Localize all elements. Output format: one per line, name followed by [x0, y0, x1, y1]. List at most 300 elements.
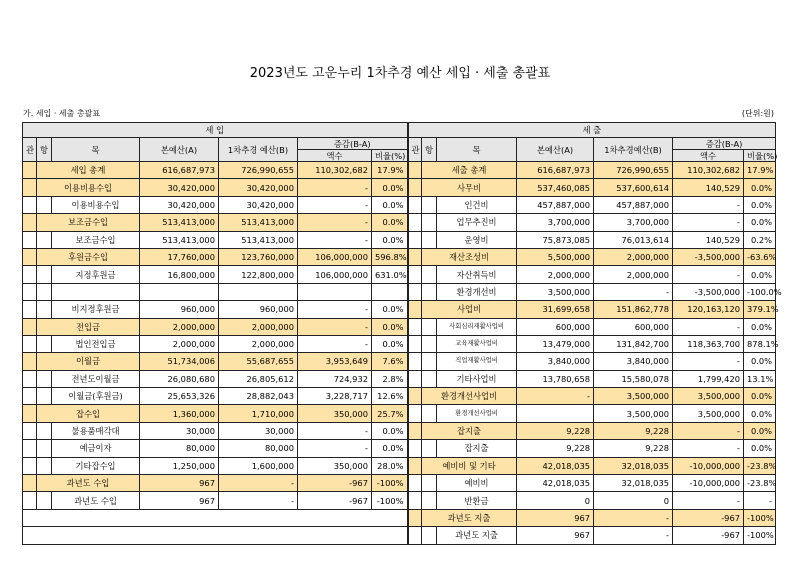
income-item-label: 보조금수입: [37, 214, 140, 231]
expense-rate-value: 0.0%: [744, 388, 776, 405]
table-row: [23, 370, 776, 387]
expense-indent-cell: [422, 475, 437, 492]
expense-indent-cell: [408, 492, 422, 509]
expense-supp-value: 537,600,614: [594, 179, 673, 196]
income-supp-value: 513,413,000: [219, 214, 298, 231]
income-item-label: 기타잡수입: [52, 457, 140, 474]
income-gwan-header: 관: [23, 138, 37, 162]
expense-indent-cell: [408, 248, 422, 265]
expense-indent-cell: [408, 353, 422, 370]
income-indent-cell: [37, 370, 52, 387]
expense-section-header: 세 출: [408, 123, 776, 138]
income-indent-cell: [23, 492, 37, 509]
expense-item-label: 환경개선사업비: [422, 388, 517, 405]
expense-supp-value: 2,000,000: [594, 248, 673, 265]
expense-indent-cell: [408, 405, 422, 422]
expense-indent-cell: [408, 214, 422, 231]
expense-base-value: 3,700,000: [517, 214, 594, 231]
expense-diff-value: -967: [673, 509, 744, 526]
table-row: [23, 405, 776, 422]
income-base-value: 30,000: [140, 422, 219, 439]
income-supp-value: 123,760,000: [219, 248, 298, 265]
income-rate-value: 2.8%: [372, 370, 408, 387]
expense-base-value: 2,000,000: [517, 266, 594, 283]
table-row: [23, 440, 776, 457]
income-item-label: 이월금: [37, 353, 140, 370]
expense-diff-value: -: [673, 440, 744, 457]
expense-item-label: 세출 총계: [422, 162, 517, 179]
income-supp-value: 30,420,000: [219, 179, 298, 196]
income-base-value: 25,653,326: [140, 388, 219, 405]
income-diff-value: 350,000: [298, 457, 372, 474]
income-base-value: 26,080,680: [140, 370, 219, 387]
expense-mok-header: 목: [437, 138, 517, 162]
income-rate-value: [372, 283, 408, 300]
income-indent-cell: [23, 214, 37, 231]
expense-supp-value: 9,228: [594, 440, 673, 457]
expense-diff-value: -: [673, 214, 744, 231]
income-item-label: 법인전입금: [52, 335, 140, 352]
expense-base-value: 0: [517, 492, 594, 509]
expense-base-value: 75,873,085: [517, 231, 594, 248]
expense-item-label: 사업비: [422, 301, 517, 318]
expense-rate-value: -63.6%: [744, 248, 776, 265]
income-indent-cell: [23, 475, 37, 492]
expense-diff-value: 120,163,120: [673, 301, 744, 318]
income-supp-value: 26,805,612: [219, 370, 298, 387]
expense-base-value: 42,018,035: [517, 457, 594, 474]
income-item-label: 이월금(후원금): [52, 388, 140, 405]
income-base-value: 30,420,000: [140, 179, 219, 196]
table-row: [23, 509, 776, 526]
income-supp-value: 80,000: [219, 440, 298, 457]
expense-indent-cell: [422, 283, 437, 300]
income-diff-value: 350,000: [298, 405, 372, 422]
income-diff-value: -: [298, 196, 372, 213]
table-row: [23, 318, 776, 335]
expense-indent-cell: [422, 318, 437, 335]
income-supp-value: 2,000,000: [219, 318, 298, 335]
expense-supp-value: -: [594, 509, 673, 526]
income-rate-value: 7.6%: [372, 353, 408, 370]
expense-base-value: 600,000: [517, 318, 594, 335]
expense-diff-value: 1,799,420: [673, 370, 744, 387]
income-item-label: 불용품매각대: [52, 422, 140, 439]
income-base-value: 30,420,000: [140, 196, 219, 213]
income-indent-cell: [37, 301, 52, 318]
expense-indent-cell: [408, 440, 422, 457]
income-indent-cell: [37, 335, 52, 352]
expense-indent-cell: [408, 475, 422, 492]
expense-rate-value: 0.0%: [744, 318, 776, 335]
expense-amount-header: 액수: [673, 150, 744, 162]
expense-diff-value: -: [673, 492, 744, 509]
expense-rate-value: 878.1%: [744, 335, 776, 352]
income-diff-value: -: [298, 335, 372, 352]
expense-diff-value: -: [673, 266, 744, 283]
income-rate-value: 25.7%: [372, 405, 408, 422]
income-base-value: 2,000,000: [140, 318, 219, 335]
income-supp-value: 2,000,000: [219, 335, 298, 352]
income-hang-header: 항: [37, 138, 52, 162]
expense-item-label: 환경개선사업비: [437, 405, 517, 422]
expense-indent-cell: [422, 335, 437, 352]
income-rate-value: 631.0%: [372, 266, 408, 283]
page-title: 2023년도 고운누리 1차추경 예산 세입 · 세출 총괄표: [249, 66, 551, 81]
expense-indent-cell: [408, 196, 422, 213]
income-diff-value: -: [298, 301, 372, 318]
income-base-header: 본예산(A): [140, 138, 219, 162]
table-row: [23, 283, 776, 300]
expense-item-label: 운영비: [437, 231, 517, 248]
income-diff-value: -967: [298, 475, 372, 492]
expense-supp-header: 1차추경예산(B): [594, 138, 673, 162]
income-diff-value: -: [298, 179, 372, 196]
income-diff-value: 3,953,649: [298, 353, 372, 370]
expense-indent-cell: [408, 266, 422, 283]
section-header-row: [23, 123, 776, 138]
expense-rate-value: 0.0%: [744, 353, 776, 370]
income-supp-header: 1차추경 예산(B): [219, 138, 298, 162]
expense-indent-cell: [408, 231, 422, 248]
income-indent-cell: [23, 301, 37, 318]
expense-diff-value: 140,529: [673, 231, 744, 248]
income-diff-value: -967: [298, 492, 372, 509]
income-indent-cell: [23, 318, 37, 335]
expense-base-value: 967: [517, 509, 594, 526]
income-supp-value: -: [219, 475, 298, 492]
expense-item-label: 업무추진비: [437, 214, 517, 231]
income-item-label: 이용비용수입: [37, 179, 140, 196]
expense-rate-value: 17.9%: [744, 162, 776, 179]
expense-item-label: 과년도 지출: [422, 509, 517, 526]
expense-indent-cell: [408, 457, 422, 474]
income-supp-value: 55,687,655: [219, 353, 298, 370]
income-empty-cell: [23, 509, 408, 526]
expense-indent-cell: [408, 388, 422, 405]
expense-diff-value: 3,500,000: [673, 388, 744, 405]
expense-supp-value: 32,018,035: [594, 457, 673, 474]
expense-rate-value: 0.0%: [744, 405, 776, 422]
expense-indent-cell: [422, 405, 437, 422]
income-indent-cell: [37, 440, 52, 457]
expense-diff-value: -3,500,000: [673, 248, 744, 265]
expense-rate-value: -23.8%: [744, 475, 776, 492]
expense-item-label: 사회심리재활사업비: [437, 318, 517, 335]
table-row: [23, 422, 776, 439]
expense-indent-cell: [408, 335, 422, 352]
income-item-label: 과년도 수입: [37, 475, 140, 492]
income-item-label: 후원금수입: [37, 248, 140, 265]
expense-indent-cell: [408, 509, 422, 526]
income-indent-cell: [23, 179, 37, 196]
expense-item-label: 과년도 지출: [437, 527, 517, 544]
table-row: [23, 231, 776, 248]
expense-supp-value: 3,700,000: [594, 214, 673, 231]
expense-base-value: 3,840,000: [517, 353, 594, 370]
expense-indent-cell: [422, 370, 437, 387]
expense-indent-cell: [408, 179, 422, 196]
income-rate-value: -100%: [372, 475, 408, 492]
expense-hang-header: 항: [422, 138, 437, 162]
expense-rate-value: 13.1%: [744, 370, 776, 387]
income-indent-cell: [37, 457, 52, 474]
income-base-value: 967: [140, 492, 219, 509]
expense-base-value: 616,687,973: [517, 162, 594, 179]
income-base-value: 51,734,006: [140, 353, 219, 370]
expense-rate-value: -: [744, 492, 776, 509]
income-base-value: 80,000: [140, 440, 219, 457]
income-rate-value: 0.0%: [372, 214, 408, 231]
expense-rate-value: -23.8%: [744, 457, 776, 474]
expense-item-label: 환경개선비: [437, 283, 517, 300]
income-indent-cell: [23, 162, 37, 179]
income-supp-value: 513,413,000: [219, 231, 298, 248]
income-indent-cell: [37, 231, 52, 248]
expense-indent-cell: [408, 370, 422, 387]
income-base-value: 2,000,000: [140, 335, 219, 352]
expense-indent-cell: [408, 422, 422, 439]
income-item-label: 세입 총계: [37, 162, 140, 179]
expense-rate-header: 비율(%): [744, 150, 776, 162]
expense-diff-value: -10,000,000: [673, 475, 744, 492]
income-rate-value: 0.0%: [372, 422, 408, 439]
table-row: [23, 492, 776, 509]
expense-base-value: [517, 405, 594, 422]
income-supp-value: 30,420,000: [219, 196, 298, 213]
income-rate-value: 0.0%: [372, 318, 408, 335]
expense-gwan-header: 관: [408, 138, 422, 162]
table-row: [23, 162, 776, 179]
expense-rate-value: 379.1%: [744, 301, 776, 318]
expense-supp-value: 3,500,000: [594, 388, 673, 405]
expense-base-value: 13,780,658: [517, 370, 594, 387]
income-item-label: [52, 283, 140, 300]
expense-diff-value: -3,500,000: [673, 283, 744, 300]
table-row: [23, 457, 776, 474]
income-indent-cell: [23, 440, 37, 457]
expense-base-value: 537,460,085: [517, 179, 594, 196]
income-indent-cell: [23, 266, 37, 283]
expense-diff-value: -: [673, 196, 744, 213]
income-rate-value: 12.6%: [372, 388, 408, 405]
table-row: [23, 388, 776, 405]
income-rate-value: 0.0%: [372, 335, 408, 352]
table-row: [23, 196, 776, 213]
table-row: [23, 214, 776, 231]
expense-supp-value: 600,000: [594, 318, 673, 335]
income-supp-value: 1,600,000: [219, 457, 298, 474]
income-base-value: 1,250,000: [140, 457, 219, 474]
income-item-label: 이용비용수입: [52, 196, 140, 213]
expense-item-label: 교육재활사업비: [437, 335, 517, 352]
expense-base-value: 5,500,000: [517, 248, 594, 265]
income-base-value: 1,360,000: [140, 405, 219, 422]
income-item-label: 전입금: [37, 318, 140, 335]
expense-indent-cell: [422, 266, 437, 283]
expense-indent-cell: [422, 492, 437, 509]
income-diff-value: 106,000,000: [298, 266, 372, 283]
income-supp-value: 960,000: [219, 301, 298, 318]
expense-base-value: -: [517, 388, 594, 405]
table-row: [23, 266, 776, 283]
income-base-value: 16,800,000: [140, 266, 219, 283]
income-indent-cell: [23, 353, 37, 370]
expense-item-label: 인건비: [437, 196, 517, 213]
income-base-value: 17,760,000: [140, 248, 219, 265]
table-row: [23, 475, 776, 492]
expense-base-value: 967: [517, 527, 594, 544]
table-row: [23, 179, 776, 196]
budget-summary-table: [22, 122, 782, 545]
expense-supp-value: 151,862,778: [594, 301, 673, 318]
expense-indent-cell: [408, 527, 422, 544]
expense-rate-value: 0.0%: [744, 179, 776, 196]
income-base-value: 967: [140, 475, 219, 492]
income-diff-value: 106,000,000: [298, 248, 372, 265]
expense-indent-cell: [408, 301, 422, 318]
column-header-row: [23, 138, 776, 150]
table-row: [23, 527, 776, 544]
expense-item-label: 예비비: [437, 475, 517, 492]
expense-indent-cell: [408, 162, 422, 179]
expense-item-label: 반환금: [437, 492, 517, 509]
expense-supp-value: 2,000,000: [594, 266, 673, 283]
expense-diff-value: 3,500,000: [673, 405, 744, 422]
expense-diff-value: -: [673, 422, 744, 439]
expense-base-value: 457,887,000: [517, 196, 594, 213]
income-base-value: [140, 283, 219, 300]
income-diff-value: 3,228,717: [298, 388, 372, 405]
expense-rate-value: -100%: [744, 509, 776, 526]
table-row: [23, 301, 776, 318]
expense-rate-value: 0.0%: [744, 214, 776, 231]
expense-indent-cell: [422, 214, 437, 231]
income-supp-value: 122,800,000: [219, 266, 298, 283]
income-rate-value: -100%: [372, 492, 408, 509]
income-rate-value: 0.0%: [372, 231, 408, 248]
income-diff-value: 110,302,682: [298, 162, 372, 179]
income-indent-cell: [23, 248, 37, 265]
income-item-label: 비지정후원금: [52, 301, 140, 318]
income-item-label: 보조금수입: [52, 231, 140, 248]
income-rate-value: 0.0%: [372, 179, 408, 196]
expense-rate-value: 0.0%: [744, 422, 776, 439]
expense-supp-value: 0: [594, 492, 673, 509]
expense-diff-value: -967: [673, 527, 744, 544]
income-item-label: 잡수입: [37, 405, 140, 422]
expense-item-label: 자산취득비: [437, 266, 517, 283]
income-base-value: 616,687,973: [140, 162, 219, 179]
income-indent-cell: [23, 405, 37, 422]
expense-indent-cell: [422, 196, 437, 213]
income-rate-value: 17.9%: [372, 162, 408, 179]
expense-supp-value: 3,840,000: [594, 353, 673, 370]
expense-indent-cell: [422, 527, 437, 544]
income-base-value: 513,413,000: [140, 214, 219, 231]
income-indent-cell: [23, 457, 37, 474]
income-indent-cell: [23, 231, 37, 248]
expense-indent-cell: [408, 318, 422, 335]
expense-diff-value: 140,529: [673, 179, 744, 196]
expense-diff-value: -: [673, 353, 744, 370]
income-rate-value: 596.8%: [372, 248, 408, 265]
income-indent-cell: [37, 492, 52, 509]
income-indent-cell: [23, 388, 37, 405]
expense-diff-value: -10,000,000: [673, 457, 744, 474]
expense-supp-value: -: [594, 527, 673, 544]
income-supp-value: [219, 283, 298, 300]
expense-diff-value: -: [673, 318, 744, 335]
income-rate-value: 0.0%: [372, 301, 408, 318]
income-item-label: 과년도 수입: [52, 492, 140, 509]
income-indent-cell: [23, 370, 37, 387]
income-indent-cell: [37, 388, 52, 405]
expense-base-value: 31,699,658: [517, 301, 594, 318]
income-diff-value: -: [298, 440, 372, 457]
expense-supp-value: 9,228: [594, 422, 673, 439]
expense-item-label: 잡지출: [437, 440, 517, 457]
expense-rate-value: -100%: [744, 527, 776, 544]
expense-rate-value: 0.0%: [744, 266, 776, 283]
income-supp-value: 726,990,655: [219, 162, 298, 179]
income-indent-cell: [37, 422, 52, 439]
income-section-header: 세 입: [23, 123, 408, 138]
expense-supp-value: 15,580,078: [594, 370, 673, 387]
expense-base-value: 13,479,000: [517, 335, 594, 352]
expense-supp-value: 726,990,655: [594, 162, 673, 179]
income-rate-header: 비율(%): [372, 150, 408, 162]
expense-base-value: 9,228: [517, 422, 594, 439]
expense-supp-value: 457,887,000: [594, 196, 673, 213]
expense-base-value: 9,228: [517, 440, 594, 457]
income-indent-cell: [37, 266, 52, 283]
expense-base-value: 3,500,000: [517, 283, 594, 300]
income-item-label: 전년도이월금: [52, 370, 140, 387]
income-amount-header: 액수: [298, 150, 372, 162]
income-indent-cell: [23, 196, 37, 213]
unit-label: (단위:원): [741, 109, 774, 118]
income-rate-value: 28.0%: [372, 457, 408, 474]
income-rate-value: 0.0%: [372, 196, 408, 213]
income-indent-cell: [23, 422, 37, 439]
expense-supp-value: 32,018,035: [594, 475, 673, 492]
table-row: [23, 335, 776, 352]
income-indent-cell: [23, 283, 37, 300]
expense-base-value: 42,018,035: [517, 475, 594, 492]
expense-diff-value: 118,363,700: [673, 335, 744, 352]
table-caption: 가. 세입 · 세출 총괄표: [23, 109, 101, 118]
income-diff-value: -: [298, 422, 372, 439]
income-item-label: 예금이자: [52, 440, 140, 457]
income-diff-value: -: [298, 231, 372, 248]
income-indent-cell: [37, 283, 52, 300]
expense-item-label: 사무비: [422, 179, 517, 196]
expense-item-label: 재산조성비: [422, 248, 517, 265]
income-diff-value: -: [298, 214, 372, 231]
expense-base-header: 본예산(A): [517, 138, 594, 162]
expense-rate-value: 0.0%: [744, 196, 776, 213]
expense-supp-value: -: [594, 283, 673, 300]
income-base-value: 513,413,000: [140, 231, 219, 248]
income-diff-value: [298, 283, 372, 300]
expense-indent-cell: [422, 440, 437, 457]
income-base-value: 960,000: [140, 301, 219, 318]
expense-diff-value: 110,302,682: [673, 162, 744, 179]
income-supp-value: 30,000: [219, 422, 298, 439]
income-diff-header: 증감(B-A): [298, 138, 408, 150]
expense-rate-value: 0.0%: [744, 440, 776, 457]
